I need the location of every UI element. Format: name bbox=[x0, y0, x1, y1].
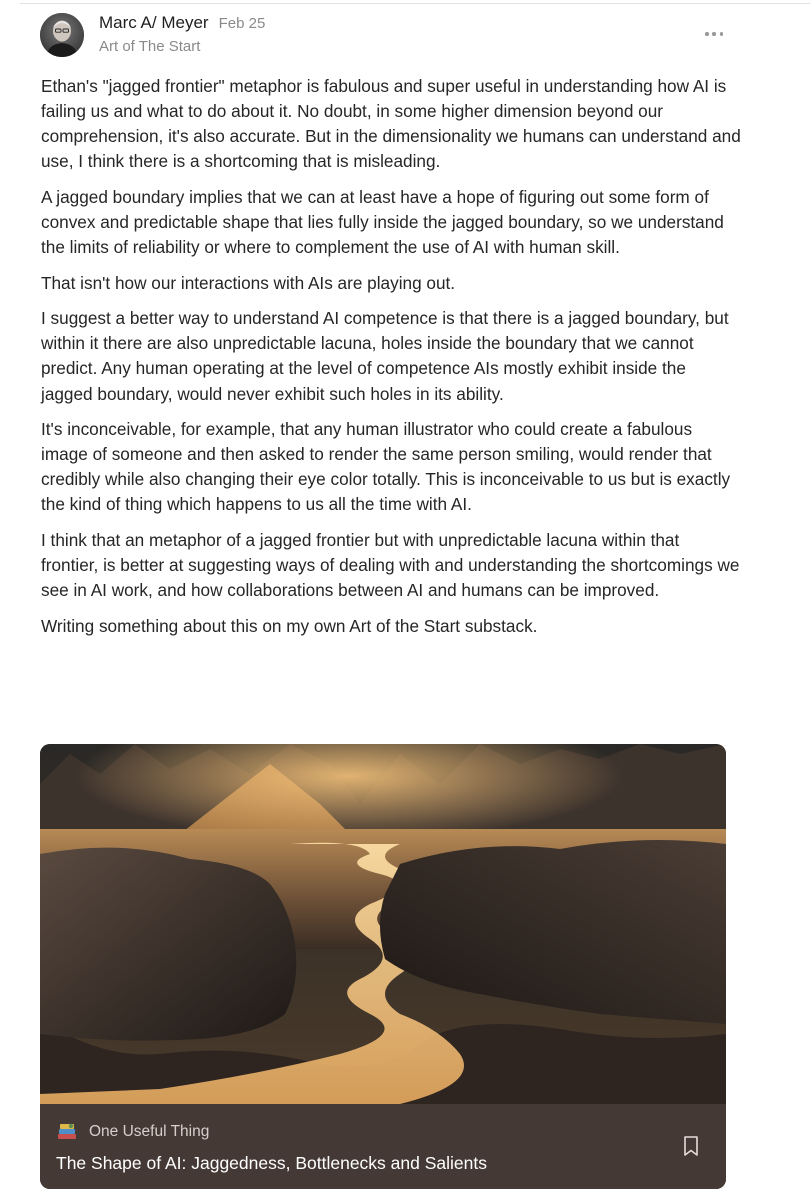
post-paragraph: Ethan's "jagged frontier" metaphor is fabulous and super useful in understanding how AI is failing us and what to do about it. No doubt, in some higher dimension beyond our comprehension, it's also accurate. But in the dimensionality we humans can understand and use, I think there is a shortcoming that is misleading. bbox=[41, 76, 741, 172]
bookmark-icon[interactable] bbox=[680, 1134, 702, 1158]
card-footer bbox=[40, 1104, 726, 1189]
post-body bbox=[41, 74, 741, 649]
post-paragraph: I think that an metaphor of a jagged frontier but with unpredictable lacuna within that frontier, is better at suggesting ways of dealing with and understanding the shortcomings we see in AI work, and how collaborations between AI and humans can be improved. bbox=[41, 530, 740, 601]
author-publication[interactable]: Art of The Start bbox=[99, 38, 201, 55]
author-row bbox=[99, 13, 265, 37]
card-publication-name[interactable]: One Useful Thing bbox=[89, 1123, 210, 1140]
link-preview-card[interactable] bbox=[40, 744, 726, 1189]
card-title[interactable]: The Shape of AI: Jaggedness, Bottlenecks and Salients bbox=[56, 1153, 487, 1173]
more-options-button[interactable] bbox=[702, 26, 726, 42]
post-paragraph: Writing something about this on my own Art of the Start substack. bbox=[41, 615, 538, 636]
post-paragraph: A jagged boundary implies that we can at least have a hope of figuring out some form of convex and predictable shape that lies fully inside the jagged boundary, so we understand the limits of reliability or where to complement the use of AI with human skill. bbox=[41, 186, 724, 258]
card-cover-image bbox=[40, 744, 726, 1104]
author-name[interactable]: Marc A/ Meyer bbox=[99, 13, 209, 32]
book-stack-icon bbox=[56, 1120, 78, 1142]
avatar[interactable] bbox=[40, 13, 84, 57]
post-date[interactable]: Feb 25 bbox=[218, 15, 266, 32]
more-horizontal-icon bbox=[705, 32, 709, 36]
post-paragraph: I suggest a better way to understand AI competence is that there is a jagged boundary, but within it there are also unpredictable lacuna, holes inside the boundary that we cannot predict. Any human operating at the level of competence AIs mostly exhibit inside the jagged boundary, would never exhibit such holes in its ability. bbox=[41, 308, 729, 404]
post-paragraph: That isn't how our interactions with AIs are playing out. bbox=[41, 272, 456, 293]
post-paragraph: It's inconceivable, for example, that any human illustrator who could create a fabulous image of someone and then asked to render the same person smiling, would render that credibly while also changing their eye color totally. This is inconceivable to us but is exactly the kind of thing which happens to us all the time with AI. bbox=[41, 419, 731, 515]
